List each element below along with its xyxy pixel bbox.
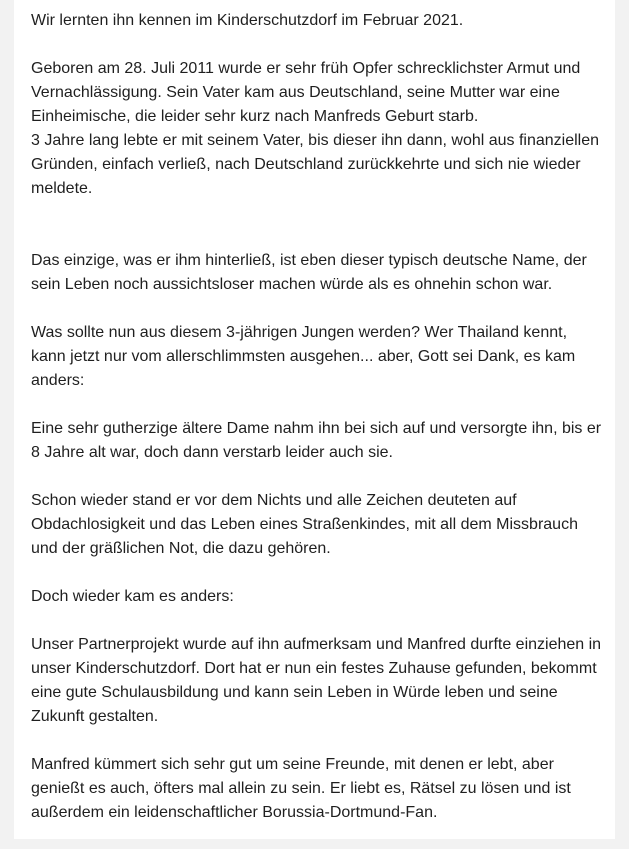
paragraph-friends: Manfred kümmert sich sehr gut um seine Freunde, mit denen er lebt, aber genießt es auch, öfters mal allein zu sein. Er liebt es, Rätsel zu lösen und ist außerdem ein leidenschaftlicher Borussia-Dortmund-Fan. <box>31 756 571 821</box>
paragraph-intro: Wir lernten ihn kennen im Kinderschutzdorf im Februar 2021. <box>31 12 464 29</box>
paragraph-lady: Eine sehr gutherzige ältere Dame nahm ihn bei sich auf und versorgte ihn, bis er 8 Jahre alt war, doch dann verstarb leider auch sie. <box>31 420 602 461</box>
paragraph-father: 3 Jahre lang lebte er mit seinem Vater, bis dieser ihn dann, wohl aus finanziellen Gründen, einfach verließ, nach Deutschland zurückkehrte und sich nie wieder meldete. <box>31 132 600 197</box>
paragraph-nothing: Schon wieder stand er vor dem Nichts und alle Zeichen deuteten auf Obdachlosigkeit und das Leben eines Straßenkindes, mit all dem Missbrauch und der gräßlichen Not, die dazu gehören. <box>31 492 578 557</box>
paragraph-turn: Doch wieder kam es anders: <box>31 588 234 605</box>
paragraph-project: Unser Partnerprojekt wurde auf ihn aufmerksam und Manfred durfte einziehen in unser Kinderschutzdorf. Dort hat er nun ein festes Zuhause gefunden, bekommt eine gute Schulausbildung und kann sein Leben in Würde leben und seine Zukunft gestalten. <box>31 636 602 725</box>
paragraph-question: Was sollte nun aus diesem 3-jährigen Jungen werden? Wer Thailand kennt, kann jetzt nur vom allerschlimmsten ausgehen... aber, Gott sei Dank, es kam anders: <box>31 324 576 389</box>
paragraph-birth: Geboren am 28. Juli 2011 wurde er sehr früh Opfer schrecklichster Armut und Vernachlässigung. Sein Vater kam aus Deutschland, seine Mutter war eine Einheimische, die leider sehr kurz nach Manfreds Geburt starb. <box>31 60 581 125</box>
paragraph-name: Das einzige, was er ihm hinterließ, ist eben dieser typisch deutsche Name, der sein Leben noch aussichtsloser machen würde als es ohnehin schon war. <box>31 252 587 293</box>
paragraph-spacer <box>31 201 605 249</box>
article-body <box>31 9 605 849</box>
document-page <box>14 0 615 839</box>
